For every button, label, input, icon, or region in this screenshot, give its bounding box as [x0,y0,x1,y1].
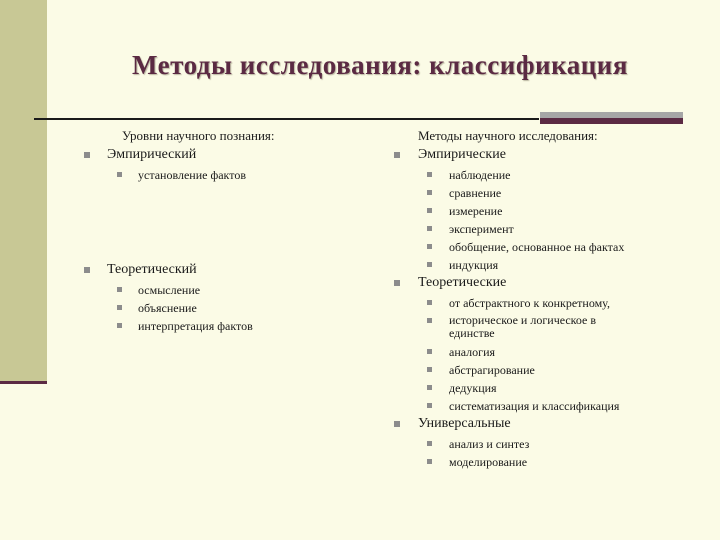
square-bullet-icon [427,226,432,231]
item-text: наблюдение [449,168,511,182]
square-bullet-icon [84,152,90,158]
item-text: установление фактов [138,168,246,182]
square-bullet-icon [117,323,122,328]
group-label: Эмпирический [107,147,197,162]
square-bullet-icon [427,441,432,446]
item-text: абстрагирование [449,363,535,377]
square-bullet-icon [394,152,400,158]
item-text: измерение [449,204,503,218]
accent-bar-plum [540,118,683,124]
square-bullet-icon [427,208,432,213]
square-bullet-icon [427,459,432,464]
left-decor-underline [0,381,47,384]
square-bullet-icon [427,244,432,249]
group-label: Теоретический [107,262,197,277]
square-bullet-icon [117,287,122,292]
square-bullet-icon [427,190,432,195]
item-text: дедукция [449,381,497,395]
square-bullet-icon [427,172,432,177]
item-text: аналогия [449,345,496,359]
item-text: интерпретация фактов [138,319,253,333]
square-bullet-icon [117,305,122,310]
item-text: обобщение, основанное на фактах [449,240,625,254]
item-text: эксперимент [449,222,514,236]
item-text: анализ и синтез [449,437,530,451]
square-bullet-icon [427,349,432,354]
left-decor-bar [0,0,47,382]
slide-title: Методы исследования: классификация [132,50,628,80]
item-text: от абстрактного к конкретному, [449,296,610,310]
square-bullet-icon [394,421,400,427]
square-bullet-icon [427,300,432,305]
square-bullet-icon [117,172,122,177]
right-column-heading: Методы научного исследования: [418,128,598,143]
square-bullet-icon [427,262,432,267]
item-text: объяснение [138,301,197,315]
square-bullet-icon [84,267,90,273]
left-column-heading: Уровни научного познания: [122,128,275,143]
square-bullet-icon [427,385,432,390]
square-bullet-icon [427,403,432,408]
group-label: Универсальные [418,416,511,431]
group-label: Эмпирические [418,147,506,162]
item-text: индукция [449,258,499,272]
item-text: историческое и логическое в единстве [449,313,597,340]
title-rule [34,118,539,120]
square-bullet-icon [394,280,400,286]
item-text: осмысление [138,283,201,297]
item-text: моделирование [449,455,528,469]
square-bullet-icon [427,318,432,323]
item-text: сравнение [449,186,502,200]
group-label: Теоретические [418,275,507,290]
square-bullet-icon [427,367,432,372]
item-text: систематизация и классификация [449,399,620,413]
